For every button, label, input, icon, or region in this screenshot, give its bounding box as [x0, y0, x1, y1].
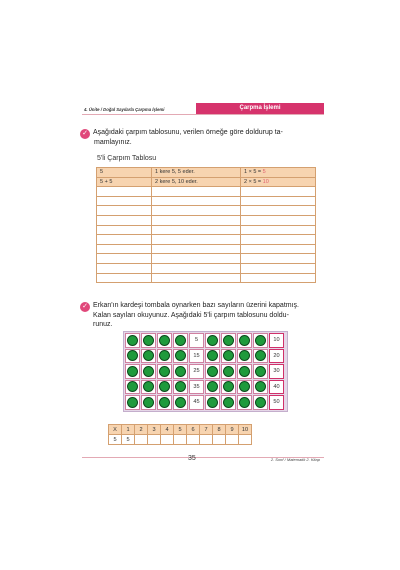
words-cell[interactable]: 1 kere 5, 5 eder. [152, 168, 241, 178]
words-cell[interactable] [152, 244, 241, 254]
product-answer: 5 [262, 169, 266, 176]
table-row [97, 225, 316, 235]
grid-number-answer: 10 [269, 333, 284, 348]
words-cell[interactable] [152, 273, 241, 283]
covered-cell [205, 380, 220, 395]
table-row [97, 187, 316, 197]
green-counter-icon [143, 335, 154, 346]
green-counter-icon [255, 366, 266, 377]
addition-cell[interactable] [97, 263, 152, 273]
green-counter-icon [255, 350, 266, 361]
multiplier-cell: 6 [187, 425, 200, 435]
multiplier-cell: 4 [161, 425, 174, 435]
multiplication-table [96, 167, 316, 283]
table-row [97, 215, 316, 225]
result-cell[interactable] [226, 435, 239, 445]
grid-number: 15 [189, 349, 204, 364]
green-counter-icon [223, 381, 234, 392]
product-cell[interactable] [241, 263, 316, 273]
product-cell[interactable] [241, 206, 316, 216]
green-counter-icon [175, 366, 186, 377]
green-counter-icon [175, 335, 186, 346]
green-counter-icon [159, 335, 170, 346]
green-counter-icon [207, 381, 218, 392]
result-cell[interactable] [213, 435, 226, 445]
number-row-table [108, 424, 252, 445]
covered-cell [237, 380, 252, 395]
addition-cell[interactable] [97, 235, 152, 245]
words-cell[interactable]: 2 kere 5, 10 eder. [152, 177, 241, 187]
green-counter-icon [143, 366, 154, 377]
green-counter-icon [143, 350, 154, 361]
words-cell[interactable] [152, 206, 241, 216]
multiplier-cell: 7 [200, 425, 213, 435]
addition-cell[interactable] [97, 225, 152, 235]
covered-cell [221, 349, 236, 364]
product-expression: 2 × 5 = [244, 178, 263, 185]
green-counter-icon [175, 397, 186, 408]
result-row [109, 435, 252, 445]
result-cell[interactable] [174, 435, 187, 445]
covered-cell [205, 349, 220, 364]
covered-cell [141, 380, 156, 395]
product-cell[interactable] [241, 273, 316, 283]
grid-number: 5 [189, 333, 204, 348]
green-counter-icon [143, 381, 154, 392]
question1-line1: Aşağıdaki çarpım tablosunu, verilen örneğe göre doldurup ta- [93, 129, 283, 136]
multiplier-cell: 9 [226, 425, 239, 435]
covered-cell [253, 364, 268, 379]
covered-cell [125, 380, 140, 395]
multiplier-cell: 2 [135, 425, 148, 435]
covered-cell [157, 395, 172, 410]
table-row [97, 235, 316, 245]
green-counter-icon [255, 335, 266, 346]
green-counter-icon [127, 350, 138, 361]
covered-cell [253, 380, 268, 395]
table-row [97, 254, 316, 264]
table-title: 5'li Çarpım Tablosu [97, 155, 157, 162]
covered-cell [253, 333, 268, 348]
covered-cell [205, 333, 220, 348]
words-cell[interactable] [152, 263, 241, 273]
covered-cell [253, 395, 268, 410]
green-counter-icon [255, 397, 266, 408]
green-counter-icon [207, 366, 218, 377]
multiplier-cell: 3 [148, 425, 161, 435]
covered-cell [173, 395, 188, 410]
words-cell[interactable] [152, 215, 241, 225]
addition-cell[interactable] [97, 187, 152, 197]
covered-cell [157, 349, 172, 364]
question2-text [93, 301, 299, 330]
covered-cell [125, 395, 140, 410]
question1-line2: mamlayınız. [94, 138, 132, 146]
green-counter-icon [159, 397, 170, 408]
green-counter-icon [207, 397, 218, 408]
page-number: 35 [188, 455, 196, 462]
covered-cell [125, 349, 140, 364]
table-row [97, 273, 316, 283]
product-cell[interactable] [241, 177, 316, 187]
question1-text [93, 128, 283, 147]
table-row [97, 196, 316, 206]
multiplier-cell: 1 [122, 425, 135, 435]
product-cell[interactable] [241, 187, 316, 197]
covered-cell [221, 364, 236, 379]
covered-cell [173, 333, 188, 348]
words-cell[interactable] [152, 235, 241, 245]
words-cell[interactable] [152, 225, 241, 235]
result-cell[interactable] [161, 435, 174, 445]
multiplier-cell: X [109, 425, 122, 435]
covered-cell [141, 349, 156, 364]
green-counter-icon [223, 350, 234, 361]
green-counter-icon [239, 366, 250, 377]
green-counter-icon [239, 381, 250, 392]
covered-cell [205, 364, 220, 379]
grid-number: 25 [189, 364, 204, 379]
covered-cell [237, 364, 252, 379]
green-counter-icon [127, 397, 138, 408]
green-counter-icon [159, 350, 170, 361]
book-name: 2. Sınıf / Matematik 2. Kitap [270, 457, 320, 462]
grid-number: 45 [189, 395, 204, 410]
green-counter-icon [223, 335, 234, 346]
result-cell[interactable] [200, 435, 213, 445]
covered-cell [237, 333, 252, 348]
multiplier-cell: 10 [239, 425, 252, 435]
covered-cell [173, 349, 188, 364]
addition-cell[interactable] [97, 244, 152, 254]
result-cell[interactable] [135, 435, 148, 445]
grid-number-answer: 40 [269, 380, 284, 395]
covered-cell [141, 333, 156, 348]
header-divider [82, 114, 324, 115]
question2-line1: Erkan'ın kardeşi tombala oynarken bazı sayıların üzerini kapatmış. [93, 302, 299, 309]
green-counter-icon [223, 397, 234, 408]
table-row [97, 168, 316, 178]
product-cell[interactable] [241, 254, 316, 264]
covered-cell [157, 364, 172, 379]
green-counter-icon [239, 350, 250, 361]
green-counter-icon [239, 335, 250, 346]
grid-number-answer: 20 [269, 349, 284, 364]
addition-cell[interactable] [97, 206, 152, 216]
table-row [97, 244, 316, 254]
product-cell[interactable] [241, 235, 316, 245]
words-cell[interactable] [152, 254, 241, 264]
table-row [97, 206, 316, 216]
green-counter-icon [207, 350, 218, 361]
green-counter-icon [143, 397, 154, 408]
covered-cell [125, 333, 140, 348]
table-row [97, 263, 316, 273]
green-counter-icon [223, 366, 234, 377]
words-cell[interactable] [152, 187, 241, 197]
covered-cell [125, 364, 140, 379]
addition-cell[interactable]: 5 + 5 [97, 177, 152, 187]
green-counter-icon [175, 381, 186, 392]
table-row [97, 177, 316, 187]
covered-cell [221, 333, 236, 348]
result-cell[interactable] [239, 435, 252, 445]
grid-number-answer: 50 [269, 395, 284, 410]
product-expression: 1 × 5 = [244, 169, 263, 176]
green-counter-icon [239, 397, 250, 408]
addition-cell[interactable] [97, 196, 152, 206]
green-counter-icon [159, 366, 170, 377]
green-counter-icon [127, 335, 138, 346]
covered-cell [221, 380, 236, 395]
covered-cell [141, 395, 156, 410]
question2-line2: Kalan sayıları okuyunuz. Aşağıdaki 5'li çarpım tablosunu doldu- [93, 311, 289, 319]
result-cell[interactable]: 5 [109, 435, 122, 445]
multiplier-cell: 8 [213, 425, 226, 435]
counting-grid [125, 333, 284, 410]
question2-line3: runuz. [93, 321, 113, 328]
green-counter-icon [127, 366, 138, 377]
addition-cell[interactable] [97, 254, 152, 264]
workbook-page [78, 100, 324, 472]
result-cell[interactable] [187, 435, 200, 445]
product-cell[interactable] [241, 244, 316, 254]
green-counter-icon [255, 381, 266, 392]
grid-number-answer: 30 [269, 364, 284, 379]
thumbs-up-icon-2: ✓ [80, 302, 90, 312]
product-cell[interactable] [241, 215, 316, 225]
unit-title: 4. Ünite / Doğal Sayılarla Çarpma İşlemi [84, 107, 165, 112]
result-cell[interactable] [148, 435, 161, 445]
thumbs-up-icon: ✓ [80, 129, 90, 139]
result-cell[interactable]: 5 [122, 435, 135, 445]
words-cell[interactable] [152, 196, 241, 206]
covered-cell [157, 380, 172, 395]
green-counter-icon [175, 350, 186, 361]
section-tab: Çarpma İşlemi [196, 103, 324, 114]
multiplier-row [109, 425, 252, 435]
grid-number: 35 [189, 380, 204, 395]
product-cell[interactable] [241, 168, 316, 178]
covered-cell [173, 364, 188, 379]
green-counter-icon [127, 381, 138, 392]
covered-cell [173, 380, 188, 395]
product-answer: 10 [262, 178, 269, 185]
green-counter-icon [207, 335, 218, 346]
product-cell[interactable] [241, 225, 316, 235]
green-counter-icon [159, 381, 170, 392]
multiplier-cell: 5 [174, 425, 187, 435]
covered-cell [157, 333, 172, 348]
addition-cell[interactable]: 5 [97, 168, 152, 178]
covered-cell [253, 349, 268, 364]
covered-cell [237, 395, 252, 410]
covered-cell [237, 349, 252, 364]
covered-cell [205, 395, 220, 410]
covered-cell [141, 364, 156, 379]
addition-cell[interactable] [97, 215, 152, 225]
product-cell[interactable] [241, 196, 316, 206]
covered-cell [221, 395, 236, 410]
addition-cell[interactable] [97, 273, 152, 283]
